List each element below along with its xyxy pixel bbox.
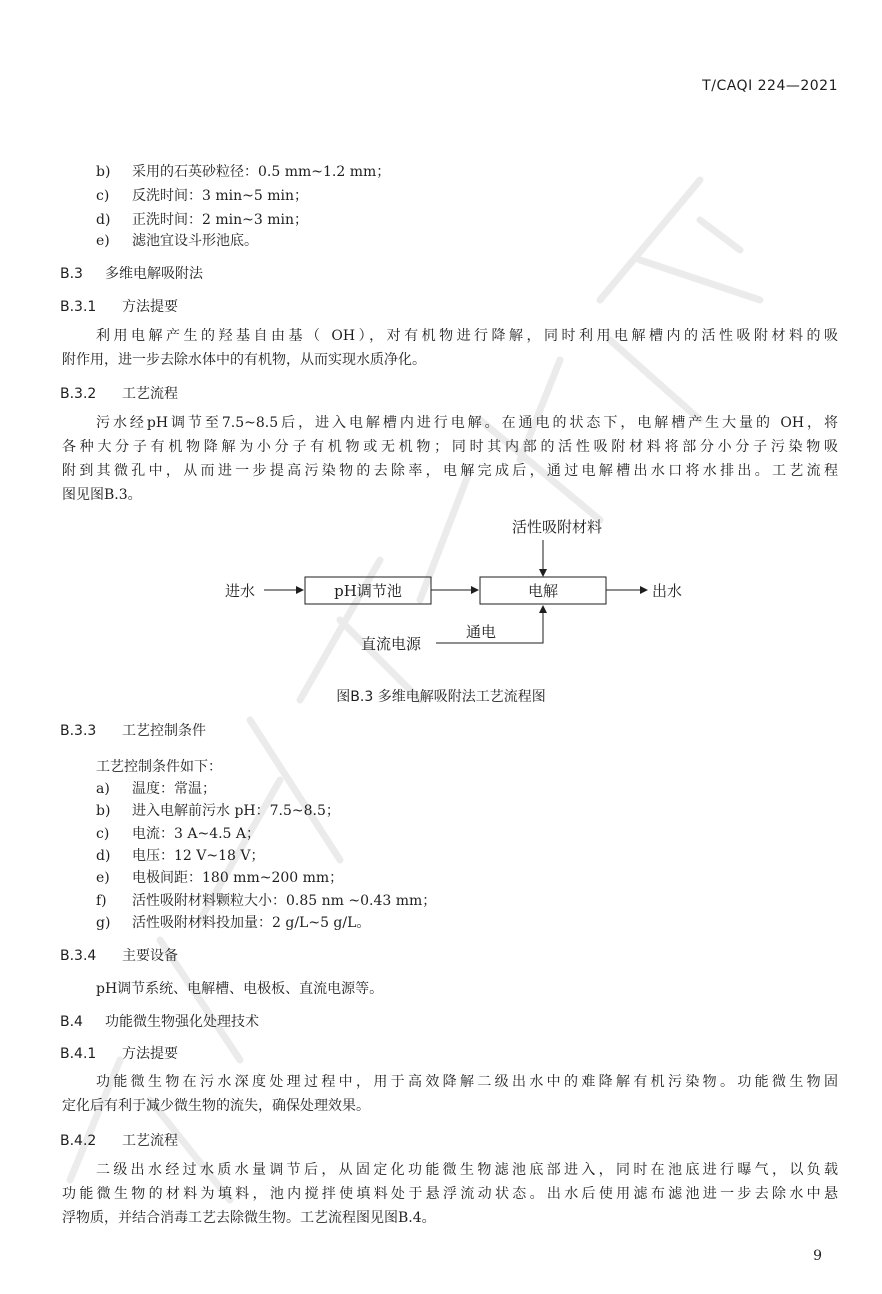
- list-text: 滤池宜设斗形池底。: [132, 233, 258, 249]
- list-text: 正洗时间：2 min~3 min；: [132, 212, 308, 228]
- list-item: [96, 845, 264, 865]
- section-title: 主要设备: [122, 948, 178, 964]
- paragraph-line: 图见图B.3。: [62, 487, 142, 503]
- list-text: 反洗时间：3 min~5 min；: [132, 188, 308, 204]
- paragraph-line: 功能微生物在污水深度处理过程中，用于高效降解二级出水中的难降解有机污染物。功能微生物固: [96, 1074, 838, 1090]
- paragraph-b31: [62, 324, 838, 372]
- section-title: 工艺控制条件: [122, 723, 206, 739]
- list-text: 电流：3 A~4.5 A；: [132, 826, 261, 842]
- paragraph-line: 附到其微孔中，从而进一步提高污染物的去除率，电解完成后，通过电解槽出水口将水排出。工艺流程: [62, 463, 838, 479]
- list-marker: e): [96, 233, 110, 249]
- section-title: 工艺流程: [122, 386, 178, 402]
- paragraph-line: 利用电解产生的羟基自由基（ OH），对有机物进行降解，同时利用电解槽内的活性吸附材料的吸: [96, 328, 838, 344]
- list-text: 电极间距：180 mm~200 mm；: [132, 870, 344, 886]
- flow-output: 出水: [652, 582, 683, 600]
- paragraph-b41: [62, 1070, 838, 1118]
- section-title: 功能微生物强化处理技术: [105, 1014, 259, 1030]
- section-heading-b31: [60, 296, 178, 316]
- section-heading-b33: [60, 720, 206, 740]
- list-item: [96, 823, 260, 843]
- flow-box-electrolysis-label: 电解: [527, 582, 559, 600]
- paragraph-line: 功能微生物的材料为填料，池内搅拌使填料处于悬浮流动状态。出水后使用滤布滤池进一步去除水中悬: [62, 1186, 838, 1202]
- flow-input: 进水: [225, 582, 256, 600]
- list-text: 温度：常温；: [132, 781, 216, 797]
- list-marker: f): [96, 893, 107, 909]
- list-marker: g): [96, 915, 111, 931]
- page-number: 9: [813, 1248, 822, 1264]
- list-item: [96, 209, 308, 229]
- section-heading-b42: [60, 1130, 178, 1150]
- list-marker: b): [96, 164, 111, 180]
- flow-power-source: 直流电源: [361, 635, 422, 653]
- paragraph-b42: [62, 1158, 838, 1230]
- section-heading-b32: [60, 383, 178, 403]
- list-marker: c): [96, 188, 110, 204]
- list-marker: c): [96, 826, 110, 842]
- list-marker: d): [96, 212, 111, 228]
- section-number: B.3: [60, 266, 83, 282]
- flow-top-input: 活性吸附材料: [512, 518, 603, 536]
- paragraph-line: 浮物质，并结合消毒工艺去除微生物。工艺流程图见图B.4。: [62, 1210, 436, 1226]
- list-item: [96, 161, 390, 181]
- list-marker: e): [96, 870, 110, 886]
- list-marker: b): [96, 803, 111, 819]
- process-flow-diagram: [0, 510, 882, 670]
- paragraph-line: 各种大分子有机物降解为小分子有机物或无机物；同时其内部的活性吸附材料将部分小分子污染物吸: [62, 439, 838, 455]
- list-text: 活性吸附材料投加量：2 g/L~5 g/L。: [132, 915, 371, 931]
- section-number: B.4.1: [60, 1046, 97, 1062]
- paragraph-b34: pH调节系统、电解槽、电极板、直流电源等。: [96, 981, 384, 997]
- section-number: B.4.2: [60, 1133, 97, 1149]
- section-title: 工艺流程: [122, 1133, 178, 1149]
- flow-box-ph-label: pH调节池: [334, 582, 402, 600]
- section-heading-b41: [60, 1043, 178, 1063]
- list-item: [96, 185, 308, 205]
- section-number: B.3.4: [60, 948, 97, 964]
- list-text: 采用的石英砂粒径：0.5 mm~1.2 mm；: [132, 164, 391, 180]
- list-item: [96, 867, 343, 887]
- section-number: B.3.2: [60, 386, 97, 402]
- document-code: T/CAQI 224—2021: [702, 78, 838, 94]
- paragraph-line: 附作用，进一步去除水体中的有机物，从而实现水质净化。: [62, 352, 426, 368]
- section-heading-b34: [60, 945, 178, 965]
- section-number: B.3.1: [60, 299, 97, 315]
- list-text: 电压：12 V~18 V；: [132, 848, 265, 864]
- list-item: [96, 890, 436, 910]
- list-text: 活性吸附材料颗粒大小：0.85 nm ~0.43 mm；: [132, 893, 437, 909]
- section-heading-b3: [60, 263, 203, 283]
- list-text: 进入电解前污水 pH：7.5~8.5；: [132, 803, 340, 819]
- list-item: [96, 912, 370, 932]
- list-item: [96, 800, 340, 820]
- section-number: B.4: [60, 1014, 83, 1030]
- section-title: 方法提要: [122, 299, 178, 315]
- paragraph-line: 定化后有利于减少微生物的流失，确保处理效果。: [62, 1098, 370, 1114]
- section-title: 多维电解吸附法: [105, 266, 203, 282]
- section-heading-b4: [60, 1011, 259, 1031]
- list-marker: a): [96, 781, 110, 797]
- figure-caption: 图B.3 多维电解吸附法工艺流程图: [336, 689, 546, 705]
- section-title: 方法提要: [122, 1046, 178, 1062]
- flow-power-label: 通电: [466, 623, 497, 641]
- paragraph-line: 二级出水经过水质水量调节后，从固定化功能微生物滤池底部进入，同时在池底进行曝气，以负载: [96, 1162, 838, 1178]
- paragraph-line: 污水经pH调节至7.5~8.5后，进入电解槽内进行电解。在通电的状态下，电解槽产生大量的 OH，将: [96, 415, 838, 431]
- list-item: [96, 778, 216, 798]
- list-item: [96, 230, 258, 250]
- paragraph-b32: [62, 411, 838, 507]
- list-marker: d): [96, 848, 111, 864]
- section-number: B.3.3: [60, 723, 97, 739]
- control-intro: 工艺控制条件如下：: [96, 759, 222, 775]
